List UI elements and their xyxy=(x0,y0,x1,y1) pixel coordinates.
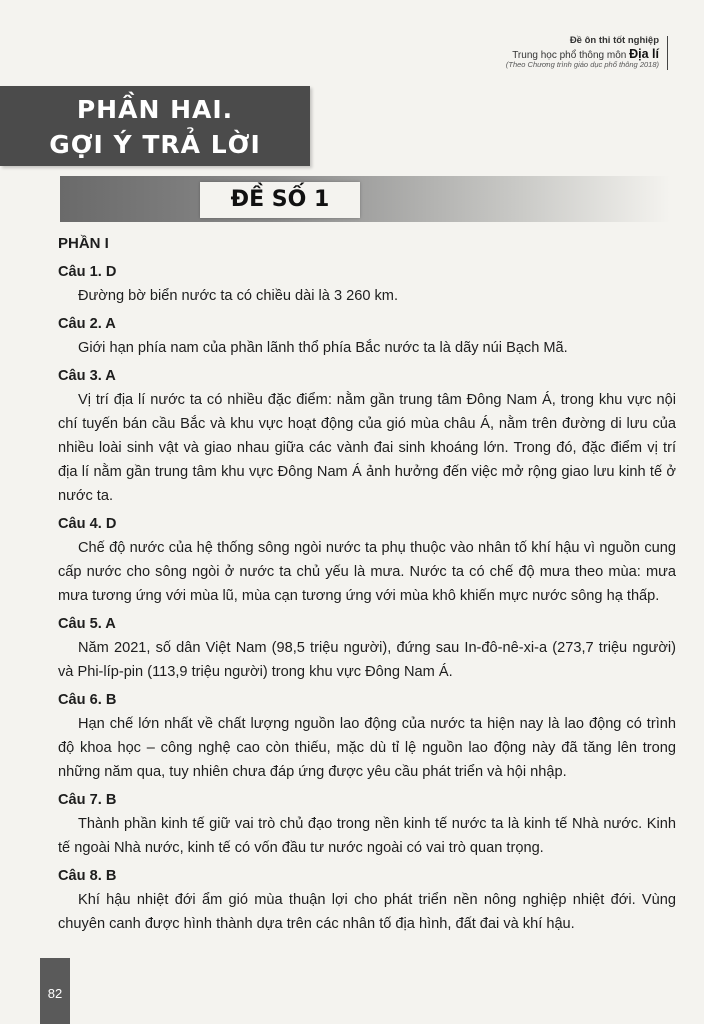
header-subject: Địa lí xyxy=(629,46,659,61)
part-banner-line-2: GỢI Ý TRẢ LỜI xyxy=(49,130,261,159)
header-line-3: (Theo Chương trình giáo dục phổ thông 2018) xyxy=(505,60,659,70)
header-line-1: Đề ôn thi tốt nghiệp xyxy=(569,35,659,46)
part-banner xyxy=(0,86,310,166)
section-heading: PHẦN I xyxy=(58,235,109,252)
question-answer: Chế độ nước của hệ thống sông ngòi nước ta phụ thuộc vào nhân tố khí hậu vì nguồn cung cấp nước cho sông ngòi ở nước ta chủ yếu là mưa. Nước ta có chế độ mưa theo mùa: mưa mưa tương ứng với mùa lũ, mùa cạn tương ứng với mùa khô khiến mực nước sông hạ thấp. xyxy=(58,540,676,604)
header-line-2 xyxy=(399,47,659,62)
answer-content xyxy=(58,228,676,936)
page-number: 82 xyxy=(40,958,70,1024)
exam-title-band xyxy=(60,176,670,222)
question-label: Câu 6. B xyxy=(58,692,117,708)
exam-title: ĐỀ SỐ 1 xyxy=(200,182,360,218)
question-answer: Đường bờ biển nước ta có chiều dài là 3 260 km. xyxy=(78,288,399,304)
question-answer: Thành phần kinh tế giữ vai trò chủ đạo trong nền kinh tế nước ta là kinh tế Nhà nước. Kinh tế ngoài Nhà nước, kinh tế có vốn đầu tư nước ngoài có vai trò quan trọng. xyxy=(58,816,676,856)
question-label: Câu 5. A xyxy=(58,616,116,632)
question-label: Câu 1. D xyxy=(58,264,117,280)
question-answer: Giới hạn phía nam của phần lãnh thổ phía Bắc nước ta là dãy núi Bạch Mã. xyxy=(78,340,568,356)
question-label: Câu 3. A xyxy=(58,368,116,384)
part-banner-line-1: PHẦN HAI. xyxy=(76,95,234,124)
question-label: Câu 4. D xyxy=(58,516,117,532)
header-line-2-prefix: Trung học phổ thông môn xyxy=(512,49,630,61)
running-header xyxy=(399,36,668,70)
question-answer: Khí hậu nhiệt đới ẩm gió mùa thuận lợi cho phát triển nền nông nghiệp nhiệt đới. Vùng chuyên canh được hình thành dựa trên các nhân tố địa hình, đất đai và khí hậu. xyxy=(58,892,676,932)
question-answer: Năm 2021, số dân Việt Nam (98,5 triệu người), đứng sau In-đô-nê-xi-a (273,7 triệu người) và Phi-líp-pin (113,9 triệu người) trong khu vực Đông Nam Á. xyxy=(58,640,676,680)
question-label: Câu 7. B xyxy=(58,792,117,808)
question-answer: Vị trí địa lí nước ta có nhiều đặc điểm: nằm gần trung tâm Đông Nam Á, trong khu vực nội chí tuyến bán cầu Bắc và khu vực hoạt động của gió mùa châu Á, nằm trên đường di lưu của nhiều loài sinh vật và giao nhau giữa các vành đai sinh khoáng lớn. Trong đó, đặc điểm vị trí địa lí nằm gần trung tâm khu vực Đông Nam Á ảnh hưởng đến việc mở rộng giao lưu kinh tế ở nước ta. xyxy=(58,392,676,504)
question-label: Câu 8. B xyxy=(58,868,117,884)
question-answer: Hạn chế lớn nhất về chất lượng nguồn lao động của nước ta hiện nay là lao động có trình độ khoa học – công nghệ cao còn thiếu, mặc dù tỉ lệ nguồn lao động này đã tăng lên trong những năm qua, tuy nhiên chưa đáp ứng được yêu cầu phát triển và hội nhập. xyxy=(58,716,676,780)
question-label: Câu 2. A xyxy=(58,316,116,332)
